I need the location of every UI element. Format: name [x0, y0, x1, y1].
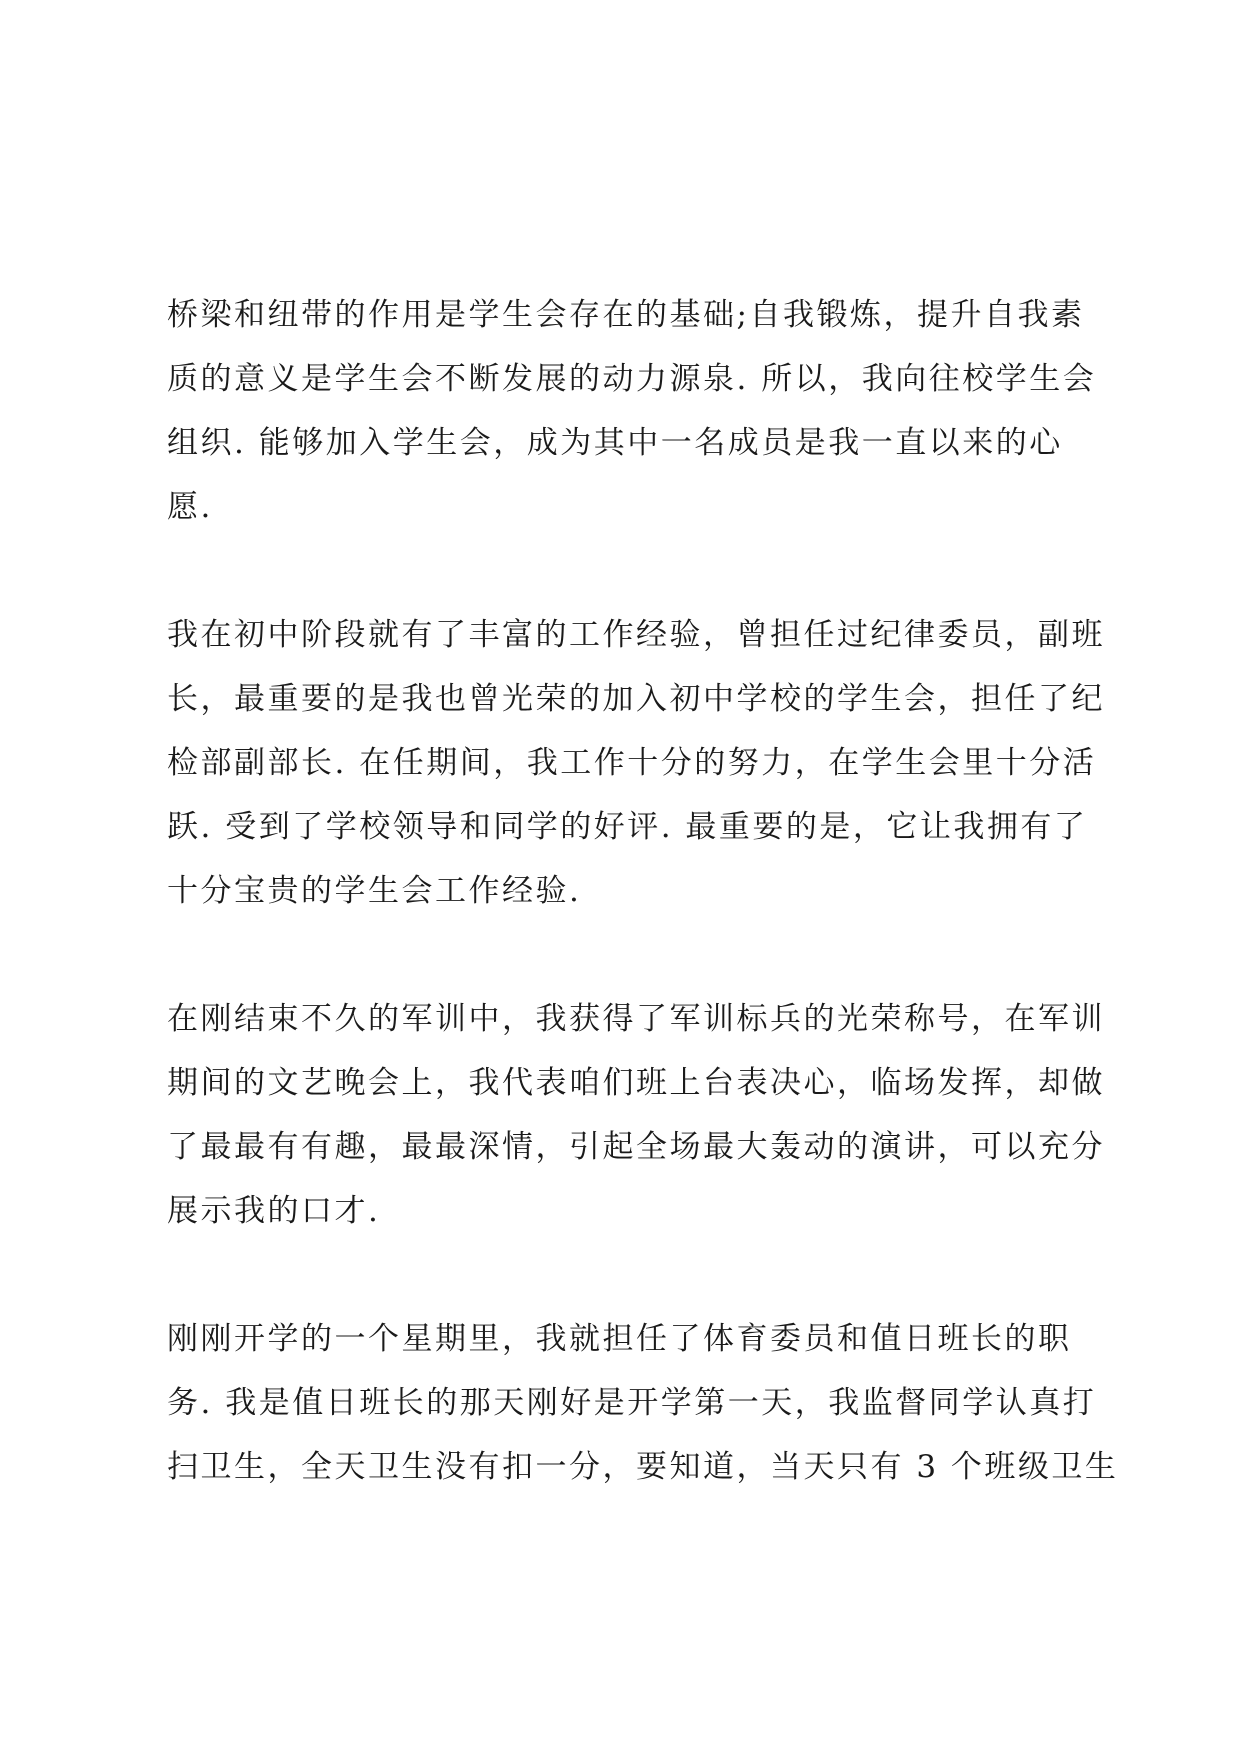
- text-line: 我在初中阶段就有了丰富的工作经验，曾担任过纪律委员，副班: [167, 617, 1105, 653]
- text-line: 展示我的口才.: [167, 1193, 381, 1229]
- text-line: 愿.: [167, 489, 213, 525]
- text-line: 扫卫生，全天卫生没有扣一分，要知道，当天只有 3 个班级卫生: [167, 1449, 1119, 1485]
- text-line: 长，最重要的是我也曾光荣的加入初中学校的学生会，担任了纪: [167, 681, 1105, 717]
- text-line: 了最最有有趣，最最深情，引起全场最大轰动的演讲，可以充分: [167, 1129, 1105, 1165]
- text-line: 组织. 能够加入学生会，成为其中一名成员是我一直以来的心: [167, 425, 1063, 461]
- document-body: [167, 283, 1119, 1563]
- paragraph-2: [167, 603, 1105, 923]
- text-line: 检部副部长. 在任期间，我工作十分的努力，在学生会里十分活: [167, 745, 1097, 781]
- text-line: 务. 我是值日班长的那天刚好是开学第一天，我监督同学认真打: [167, 1385, 1097, 1421]
- paragraph-3: [167, 987, 1105, 1243]
- text-line: 十分宝贵的学生会工作经验.: [167, 873, 582, 909]
- text-line: 在刚结束不久的军训中，我获得了军训标兵的光荣称号，在军训: [167, 1001, 1105, 1037]
- paragraph-4: [167, 1307, 1119, 1499]
- text-line: 刚刚开学的一个星期里，我就担任了体育委员和值日班长的职: [167, 1321, 1072, 1357]
- text-line: 跃. 受到了学校领导和同学的好评. 最重要的是，它让我拥有了: [167, 809, 1088, 845]
- text-line: 桥梁和纽带的作用是学生会存在的基础;自我锻炼，提升自我素: [167, 297, 1085, 333]
- paragraph-1: [167, 283, 1097, 539]
- text-line: 质的意义是学生会不断发展的动力源泉. 所以，我向往校学生会: [167, 361, 1097, 397]
- text-line: 期间的文艺晚会上，我代表咱们班上台表决心，临场发挥，却做: [167, 1065, 1105, 1101]
